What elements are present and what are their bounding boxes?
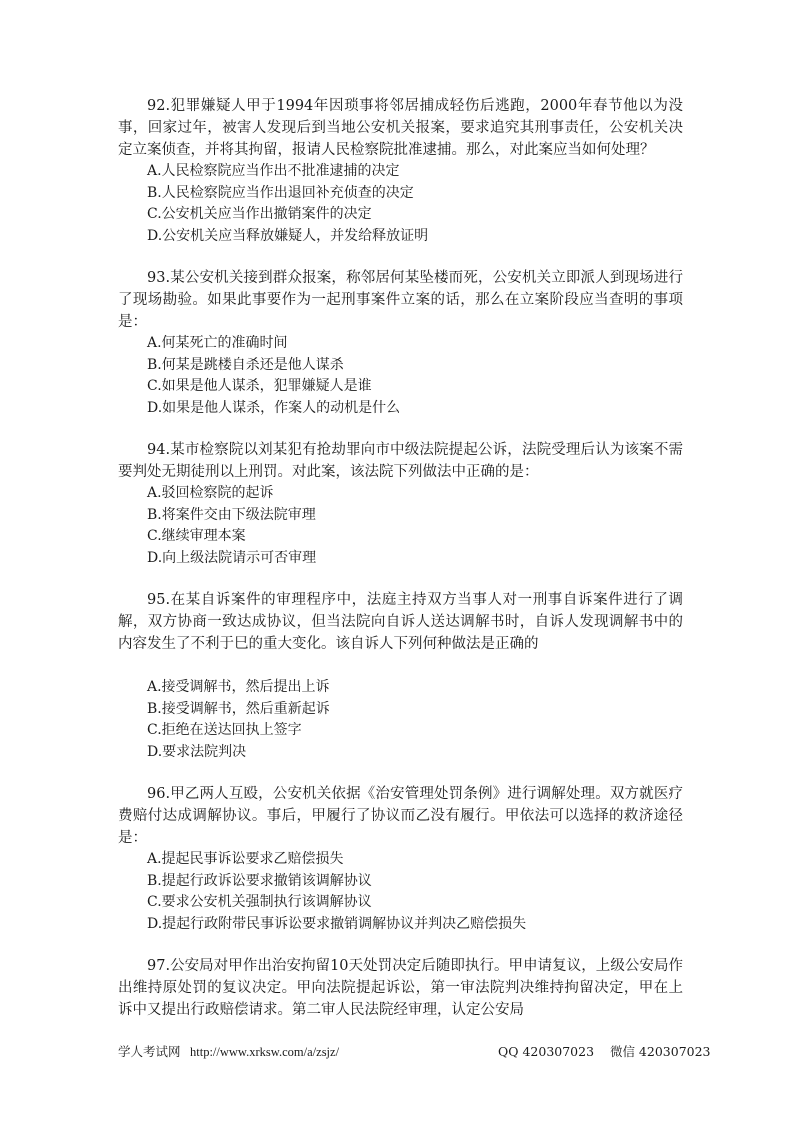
option-d: D.公安机关应当释放嫌疑人，并发给释放证明 <box>147 227 429 244</box>
option-b: B.提起行政诉讼要求撤销该调解协议 <box>147 872 372 889</box>
question-stem: 92.犯罪嫌疑人甲于1994年因琐事将邻居捕成轻伤后逃跑，2000年春节他以为没事，回家过年，被害人发现后到当地公安机关报案，要求追究其刑事责任，公安机关决定立案侦查，并将其拘留，报请人民检察院批准逮捕。那么，对此案应当如何处理？ <box>118 98 683 158</box>
question-stem: 94.某市检察院以刘某犯有抢劫罪向市中级法院提起公诉，法院受理后认为该案不需要判处无期徒刑以上刑罚。对此案，该法院下列做法中正确的是： <box>118 442 683 480</box>
option-d: D.提起行政附带民事诉讼要求撤销调解协议并判决乙赔偿损失 <box>147 915 527 932</box>
option-b: B.接受调解书，然后重新起诉 <box>147 700 330 717</box>
option-a: A.接受调解书，然后提出上诉 <box>147 679 330 695</box>
question-93 <box>118 267 683 419</box>
footer-wechat: 微信 420307023 <box>609 1044 711 1059</box>
option-list <box>118 333 683 419</box>
footer-site-name: 学人考试网 <box>118 1044 181 1059</box>
question-stem: 95.在某自诉案件的审理程序中，法庭主持双方当事人对一刑事自诉案件进行了调解，双方协商一致达成协议，但当法院向自诉人送达调解书时，自诉人发现调解书中的内容发生了不利于巳的重大变化。该自诉人下列何种做法是正确的 <box>118 592 683 652</box>
option-list <box>118 677 683 763</box>
question-stem: 96.甲乙两人互殴，公安机关依据《治安管理处罚条例》进行调解处理。双方就医疗费赔付达成调解协议。事后，甲履行了协议而乙没有履行。甲依法可以选择的救济途径是： <box>118 786 683 846</box>
option-c: C.拒绝在送达回执上签字 <box>147 722 302 738</box>
option-c: C.公安机关应当作出撤销案件的决定 <box>147 206 372 222</box>
option-d: D.向上级法院请示可否审理 <box>147 549 317 566</box>
option-a: A.提起民事诉讼要求乙赔偿损失 <box>147 851 344 867</box>
page-footer <box>118 1042 711 1062</box>
question-92 <box>118 95 683 247</box>
option-list <box>118 849 683 935</box>
question-list <box>118 95 683 1041</box>
question-97 <box>118 955 683 1021</box>
question-94 <box>118 439 683 569</box>
option-b: B.何某是跳楼自杀还是他人谋杀 <box>147 356 344 373</box>
option-b: B.将案件交由下级法院审理 <box>147 506 316 523</box>
option-b: B.人民检察院应当作出退回补充侦查的决定 <box>147 184 414 201</box>
footer-qq: QQ 420307023 <box>498 1044 595 1059</box>
option-a: A.驳回检察院的起诉 <box>147 485 274 501</box>
question-stem: 97.公安局对甲作出治安拘留10天处罚决定后随即执行。甲申请复议，上级公安局作出维持原处罚的复议决定。甲向法院提起诉讼，第一审法院判决维持拘留决定，甲在上诉中又提出行政赔偿请求。第二审人民法院经审理，认定公安局 <box>118 958 683 1018</box>
option-c: C.如果是他人谋杀，犯罪嫌疑人是谁 <box>147 378 372 394</box>
question-stem: 93.某公安机关接到群众报案，称邻居何某坠楼而死，公安机关立即派人到现场进行了现场勘验。如果此事要作为一起刑事案件立案的话，那么在立案阶段应当查明的事项是： <box>118 270 683 330</box>
question-95 <box>118 589 683 763</box>
option-c: C.要求公安机关强制执行该调解协议 <box>147 894 372 910</box>
option-a: A.何某死亡的准确时间 <box>147 335 288 351</box>
option-c: C.继续审理本案 <box>147 528 246 544</box>
option-a: A.人民检察院应当作出不批准逮捕的决定 <box>147 163 400 179</box>
option-list <box>118 161 683 247</box>
question-96 <box>118 783 683 935</box>
option-list <box>118 483 683 569</box>
option-d: D.要求法院判决 <box>147 743 247 760</box>
footer-contact <box>498 1042 711 1062</box>
option-d: D.如果是他人谋杀，作案人的动机是什么 <box>147 399 401 416</box>
footer-url-link[interactable]: http://www.xrksw.com/a/zsjz/ <box>190 1045 340 1059</box>
